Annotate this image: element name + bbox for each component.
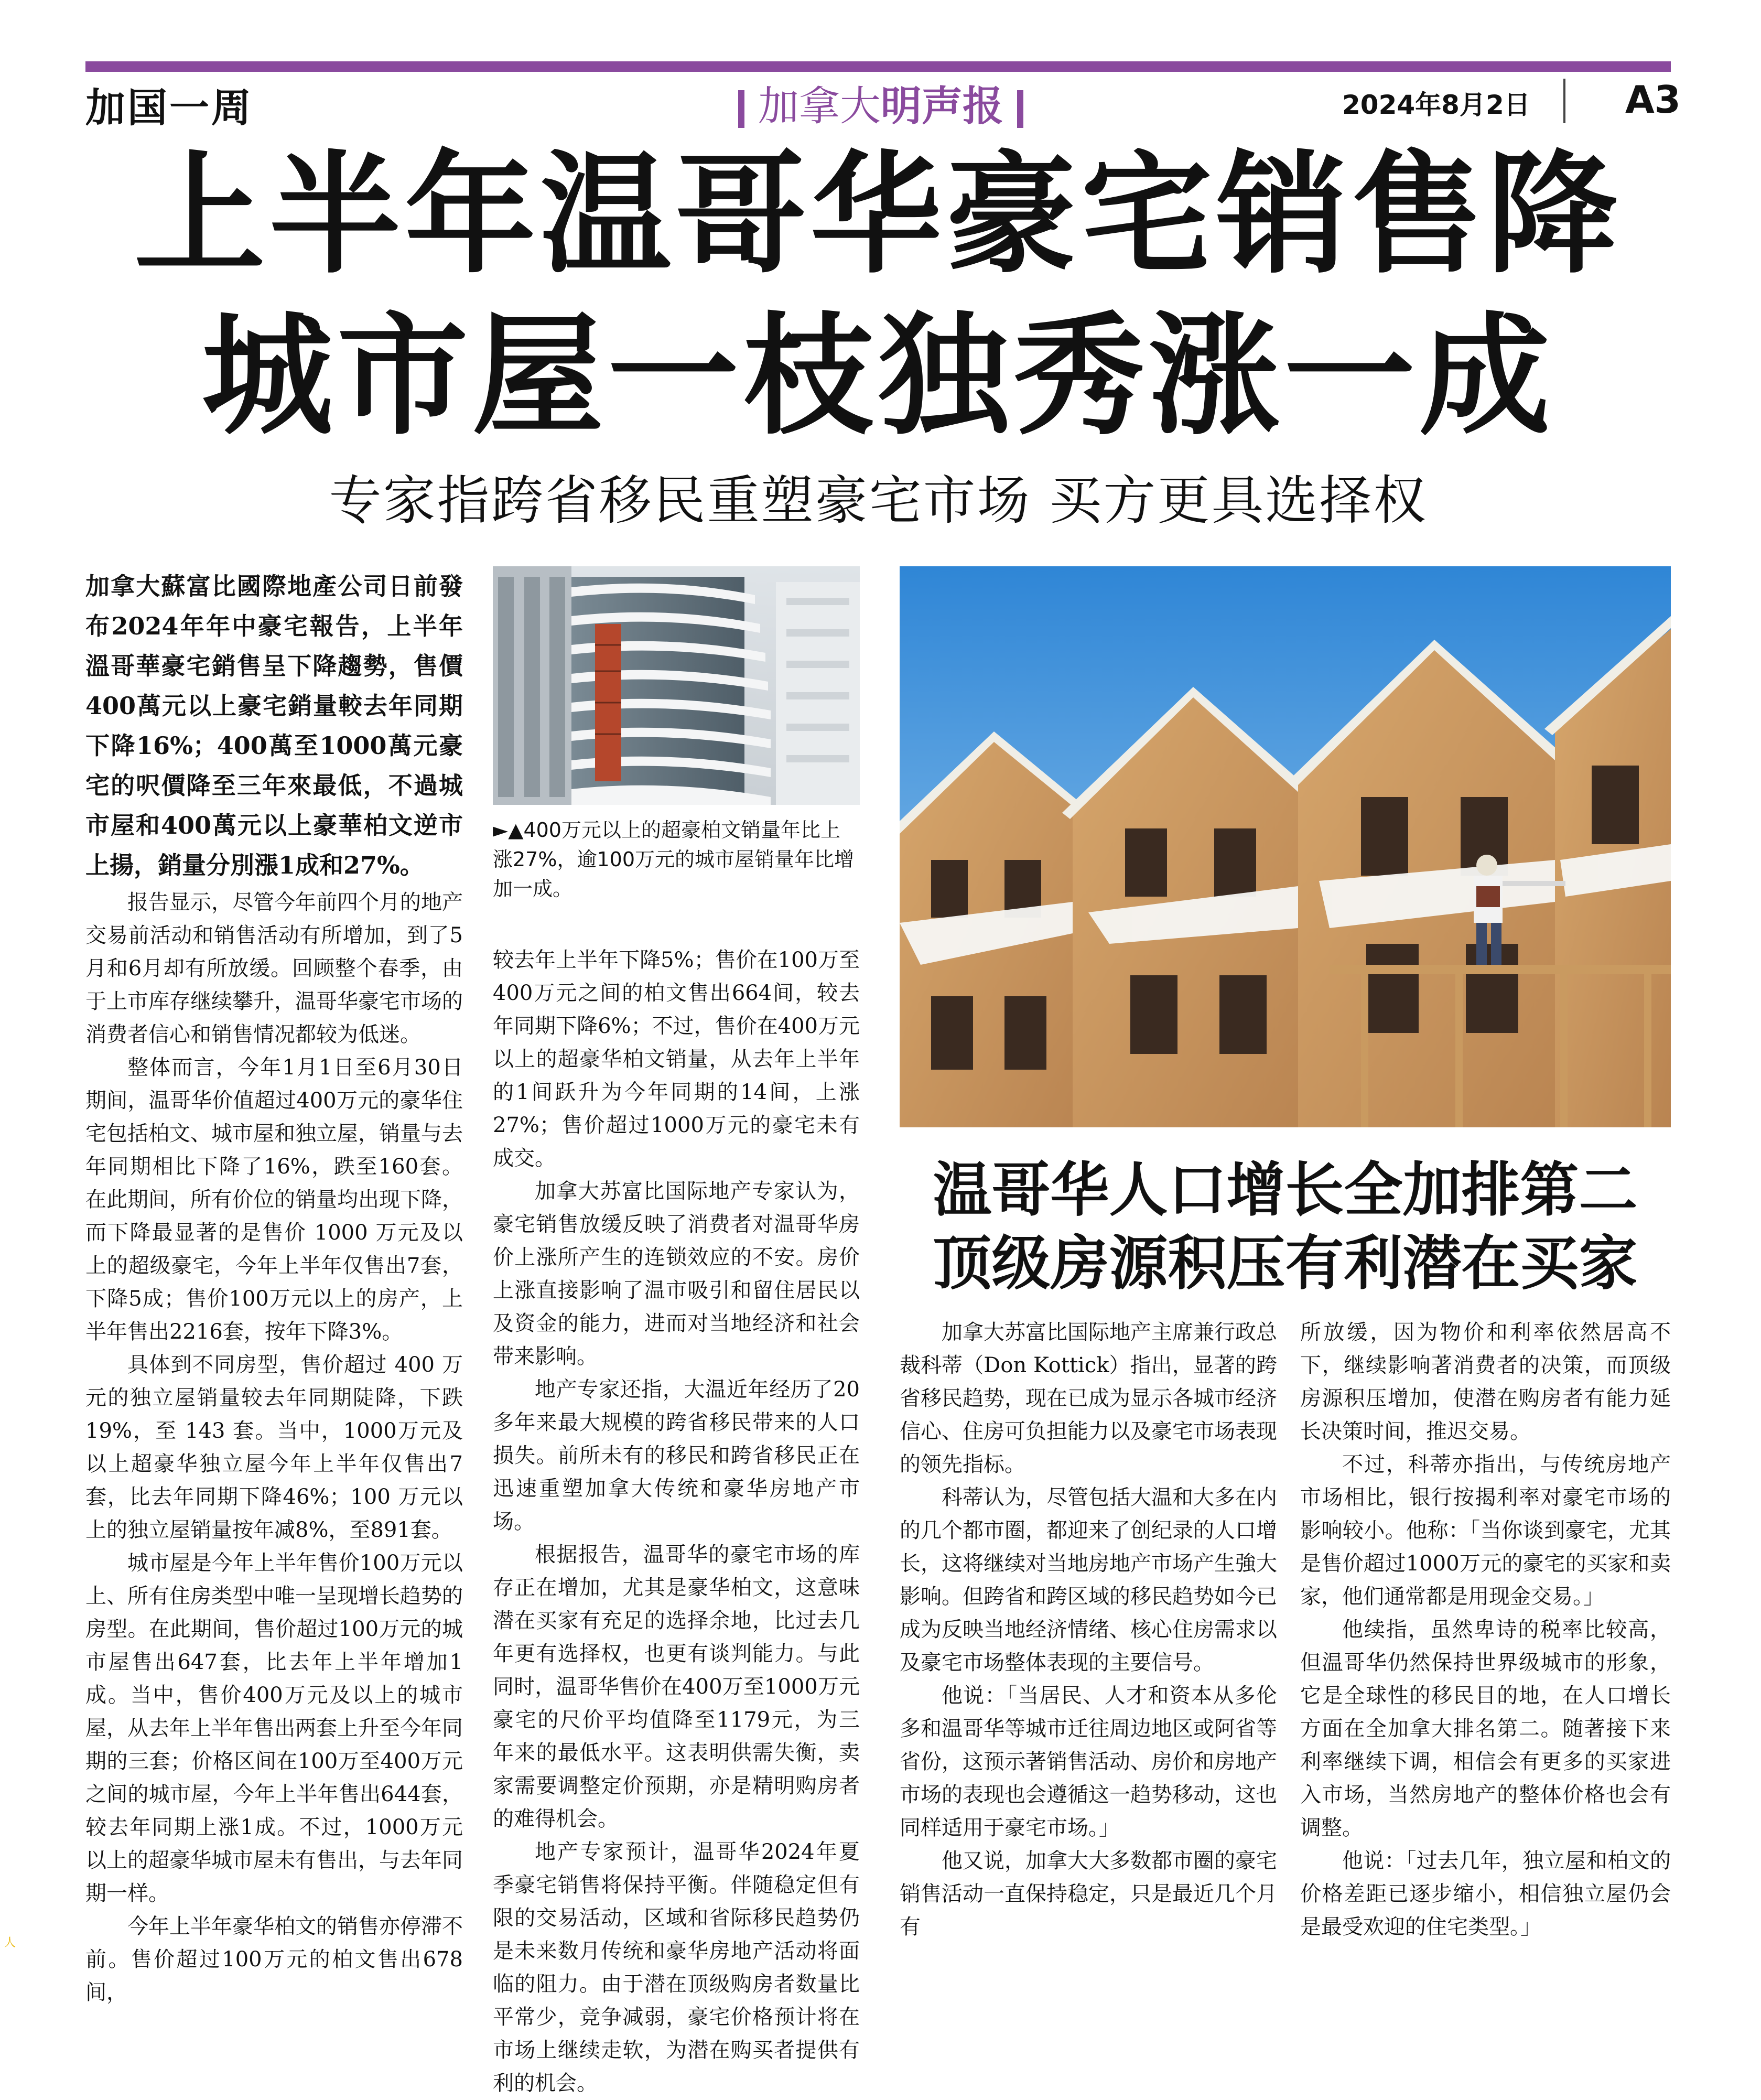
issue-date: 2024年8月2日 <box>1342 90 1530 120</box>
headline-line-2: 城市屋一枝独秀涨一成 <box>202 300 1554 453</box>
newspaper-brand <box>718 73 1043 130</box>
paragraph: 今年上半年豪华柏文的销售亦停滞不前。售价超过100万元的柏文售出678间， <box>85 1914 463 2005</box>
paragraph: 所放缓，因为物价和利率依然居高不下，继续影响著消费者的决策，而顶级房源积压增加，使潜在购房者有能力延长决策时间，推迟交易。 <box>1300 1320 1671 1444</box>
paragraph: 城市屋是今年上半年售价100万元以上、所有住房类型中唯一呈现增长趋势的房型。在此期间，售价超过100万元的城市屋售出647套，比去年上半年增加1成。当中，售价400万元及以上的城市屋，从去年上半年售出两套上升至今年同期的三套；价格区间在100万至400万元之间的城市屋，今年上半年售出644套，较去年同期上涨1成。不过，1000万元以上的超豪华城市屋未有售出，与去年同期一样。 <box>85 1551 463 1905</box>
paragraph: 不过，科蒂亦指出，与传统房地产市场相比，银行按揭利率对豪宅市场的影响较小。他称：「当你谈到豪宅，尤其是售价超过1000万元的豪宅的买家和卖家，他们通常都是用现金交易。」 <box>1300 1452 1671 1609</box>
masthead-divider <box>1563 79 1565 123</box>
paragraph: 根据报告，温哥华的豪宅市场的库存正在增加，尤其是豪华柏文，这意味潜在买家有充足的选择余地，比过去几年更有选择权，也更有谈判能力。与此同时，温哥华售价在400万至1000万元豪宅的尺价平均值降至1179元，为三年来的最低水平。这表明供需失衡，卖家需要调整定价预期，亦是精明购房者的难得机会。 <box>493 1543 860 1831</box>
paragraph: 地产专家还指，大温近年经历了20多年来最大规模的跨省移民带来的人口损失。前所未有的移民和跨省移民正在迅速重塑加拿大传统和豪华房地产市场。 <box>493 1377 860 1534</box>
paragraph: 他又说，加拿大大多数都市圈的豪宅销售活动一直保持稳定，只是最近几个月有 <box>900 1849 1277 1939</box>
paragraph: 报告显示，尽管今年前四个月的地产交易前活动和销售活动有所增加，到了5月和6月却有所放缓。回顾整个春季，由于上市库存继续攀升，温哥华豪宅市场的消费者信心和销售情况都较为低迷。 <box>85 890 463 1047</box>
article-column-4 <box>1300 1316 1671 1944</box>
paragraph: 加拿大苏富比国际地产主席兼行政总裁科蒂（Don Kottick）指出，显著的跨省移民趋势，现在已成为显示各城市经济信心、住房可负担能力以及豪宅市场表现的领先指标。 <box>900 1320 1277 1477</box>
paragraph: 科蒂认为，尽管包括大温和大多在内的几个都市圈，都迎来了创纪录的人口增长，这将继续对当地房地产市场产生強大影响。但跨省和跨区域的移民趋势如今已成为反映当地经济情绪、核心住房需求以及豪宅市场整体表现的主要信号。 <box>900 1485 1277 1675</box>
headline-line-1: 上半年温哥华豪宅销售降 <box>134 138 1622 291</box>
page-number: A3 <box>1625 78 1681 122</box>
article-column-3 <box>900 1316 1277 1944</box>
paragraph: 整体而言，今年1月1日至6月30日期间，温哥华价值超过400万元的豪华住宅包括柏文、城市屋和独立屋，销量与去年同期相比下降了16%，跌至160套。在此期间，所有价位的销量均出现下降，而下降最显著的是售价 1000 万元及以上的超级豪宅，今年上半年仅售出7套，下降5成；售价100万元以上的房产，上半年售出2216套，按年下降3%。 <box>85 1056 463 1344</box>
subheadline: 专家指跨省移民重塑豪宅市场 买方更具选择权 <box>329 470 1428 531</box>
brand-name: 明声报 <box>881 83 1004 130</box>
paragraph: 他续指，虽然卑诗的税率比较高，但温哥华仍然保持世界级城市的形象，它是全球性的移民目的地，在人口增长方面在全加拿大排名第二。随著接下来利率继续下调，相信会有更多的买家进入市场，当然房地产的整体价格也会有调整。 <box>1300 1618 1671 1840</box>
paragraph: 较去年上半年下降5%；售价在100万至400万元之间的柏文售出664间，较去年同期下降6%；不过，售价在400万元以上的超豪华柏文销量，从去年上半年的1间跃升为今年同期的14间，上涨27%；售价超过1000万元的豪宅未有成交。 <box>493 948 860 1170</box>
brand-bar-left <box>738 90 744 128</box>
brand-prefix: 加拿大 <box>758 83 881 130</box>
paragraph: 加拿大苏富比国际地产专家认为，豪宅销售放缓反映了消费者对温哥华房价上涨所产生的连锁效应的不安。房价上涨直接影响了温市吸引和留住居民以及资金的能力，进而对当地经济和社会带来影响。 <box>493 1179 860 1369</box>
lead-paragraph: 加拿大蘇富比國際地產公司日前發布2024年年中豪宅報告，上半年溫哥華豪宅銷售呈下降趨勢，售價400萬元以上豪宅銷量較去年同期下降16%；400萬至1000萬元豪宅的呎價降至三年來最低，不過城市屋和400萬元以上豪華柏文逆市上揚，銷量分別漲1成和27%。 <box>85 572 463 879</box>
condo-tower-photo <box>493 566 860 805</box>
brand-bar-right <box>1017 90 1023 128</box>
section-name: 加国一周 <box>85 84 253 131</box>
second-story-headline <box>900 1154 1671 1300</box>
townhouse-construction-photo <box>900 566 1671 1127</box>
paragraph: 他说：「当居民、人才和资本从多伦多和温哥华等城市迁往周边地区或阿省等省份，这预示著销售活动、房价和房地产市场的表现也会遵循这一趋势移动，这也同样适用于豪宅市场。」 <box>900 1684 1277 1840</box>
paragraph: 他说：「过去几年，独立屋和柏文的价格差距已逐步缩小，相信独立屋仍会是最受欢迎的住宅类型。」 <box>1300 1849 1671 1939</box>
second-headline-line-2: 顶级房源积压有利潜在买家 <box>933 1230 1638 1298</box>
masthead-rule <box>85 61 1671 72</box>
second-headline-line-1: 温哥华人口增长全加排第二 <box>933 1156 1638 1224</box>
article-column-1 <box>85 886 463 2009</box>
photo-caption: ►▲400万元以上的超豪柏文销量年比上涨27%，逾100万元的城市屋销量年比增加一成。 <box>493 819 854 900</box>
paragraph: 地产专家预计，温哥华2024年夏季豪宅销售将保持平衡。伴随稳定但有限的交易活动，区域和省际移民趋势仍是未来数月传统和豪华房地产活动将面临的阻力。由于潜在顶级购房者数量比平常少，竞争减弱，豪宅价格预计将在市场上继续走软，为潜在购买者提供有利的机会。 <box>493 1840 860 2095</box>
corner-mark: 人 <box>4 1936 16 1950</box>
article-column-2 <box>493 944 860 2100</box>
paragraph: 具体到不同房型，售价超过 400 万元的独立屋销量较去年同期陡降，下跌19%，至 143 套。当中，1000万元及以上超豪华独立屋今年上半年仅售出7套，比去年同期下降46%；100 万元以上的独立屋销量按年减8%，至891套。 <box>85 1353 463 1542</box>
